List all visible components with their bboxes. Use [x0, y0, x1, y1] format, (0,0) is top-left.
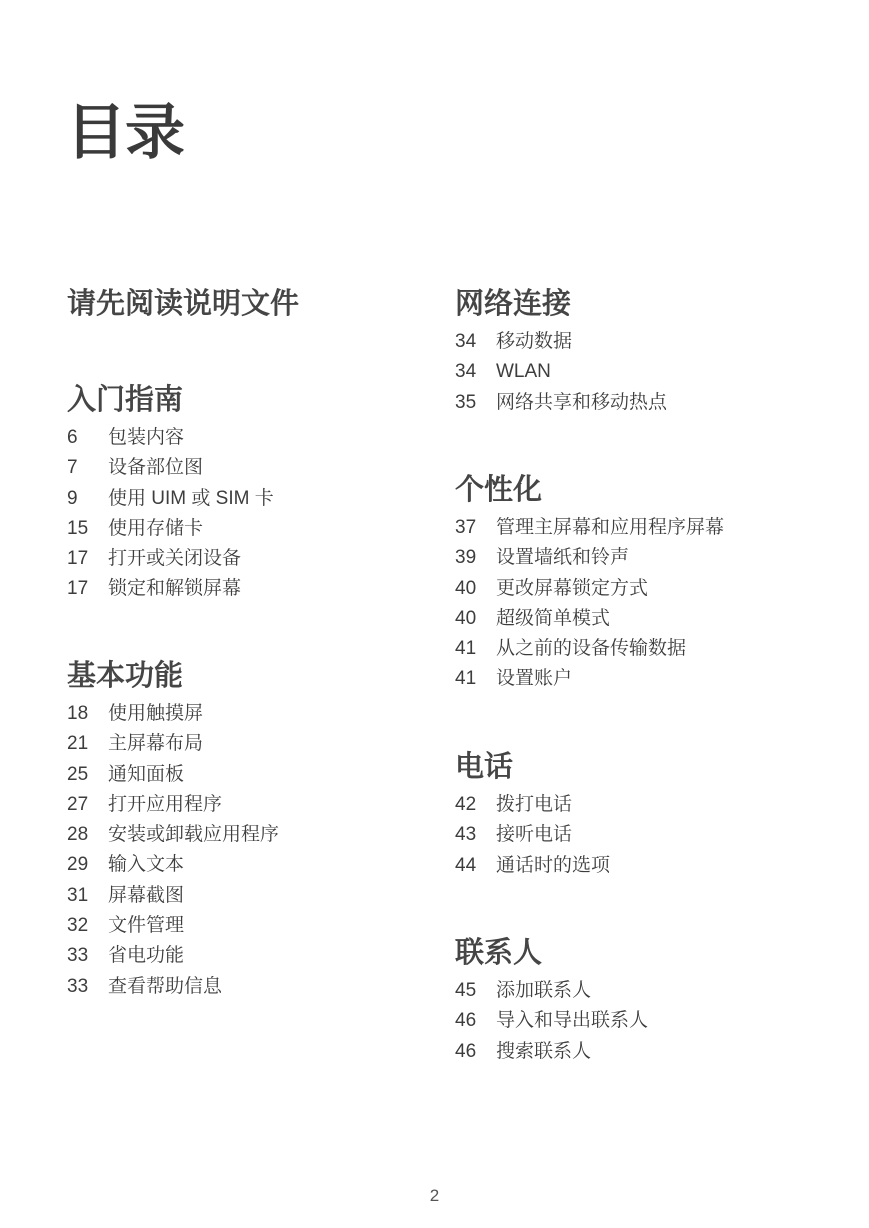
entry-page-number: 21: [67, 733, 89, 755]
entry-page-number: 9: [67, 487, 78, 509]
entry-title: 通话时的选项: [496, 854, 611, 876]
entry-page-number: 37: [455, 517, 477, 538]
entry-title: 拨打电话: [496, 794, 573, 815]
toc-entry[interactable]: [67, 423, 447, 453]
entry-page-number: 46: [455, 1010, 477, 1032]
entry-title: 搜索联系人: [496, 1040, 592, 1062]
entry-title: 安装或卸载应用程序: [108, 824, 280, 846]
toc-entry-list: [67, 699, 447, 1002]
entry-page-number: 17: [67, 548, 89, 570]
toc-section-phone: [455, 749, 835, 881]
toc-entry[interactable]: [67, 729, 447, 759]
toc-entry[interactable]: [67, 881, 447, 911]
toc-entry[interactable]: [455, 604, 835, 634]
entry-title: 设置账户: [496, 668, 573, 690]
entry-page-number: 35: [455, 391, 477, 413]
entry-page-number: 18: [67, 703, 89, 724]
entry-page-number: 34: [455, 361, 477, 383]
toc-entry[interactable]: [67, 941, 447, 971]
toc-entry[interactable]: [455, 543, 835, 573]
section-heading: 个性化: [455, 474, 543, 506]
toc-entry-list: [455, 790, 835, 881]
toc-entry[interactable]: [455, 327, 835, 357]
entry-title: 导入和导出联系人: [496, 1010, 649, 1032]
entry-page-number: 17: [67, 578, 89, 600]
entry-page-number: 31: [67, 884, 89, 906]
toc-entry[interactable]: [455, 790, 835, 820]
entry-page-number: 45: [455, 980, 477, 1001]
entry-page-number: 39: [455, 547, 477, 569]
toc-entry[interactable]: [455, 1037, 835, 1067]
toc-entry[interactable]: [67, 484, 447, 514]
toc-entry[interactable]: [455, 1006, 835, 1036]
entry-title: 屏幕截图: [108, 884, 185, 906]
entry-title: 包装内容: [108, 427, 185, 448]
toc-entry-list: [455, 513, 835, 695]
entry-title: 更改屏幕锁定方式: [496, 577, 649, 599]
entry-page-number: 40: [455, 577, 477, 599]
toc-entry[interactable]: [67, 760, 447, 790]
toc-entry-list: [67, 423, 447, 605]
entry-title: 移动数据: [496, 331, 573, 352]
toc-entry-list: [455, 976, 835, 1067]
entry-title: 接听电话: [496, 824, 573, 846]
entry-title: 添加联系人: [496, 980, 592, 1001]
toc-entry-list: [455, 327, 835, 418]
entry-page-number: 41: [455, 668, 477, 690]
toc-entry[interactable]: [67, 850, 447, 880]
toc-section-getting-started: [67, 382, 447, 605]
toc-entry[interactable]: [67, 699, 447, 729]
toc-entry[interactable]: [455, 357, 835, 387]
section-heading: 电话: [455, 751, 514, 783]
toc-entry[interactable]: [455, 634, 835, 664]
toc-entry[interactable]: [455, 574, 835, 604]
page-title: 目录: [66, 99, 184, 166]
toc-entry[interactable]: [455, 976, 835, 1006]
toc-entry[interactable]: [67, 820, 447, 850]
entry-title: 管理主屏幕和应用程序屏幕: [496, 517, 725, 538]
entry-title: WLAN: [496, 361, 551, 383]
toc-entry[interactable]: [67, 790, 447, 820]
toc-entry[interactable]: [67, 972, 447, 1002]
toc-section-personalization: [455, 472, 835, 695]
entry-title: 省电功能: [108, 945, 185, 967]
toc-section-read-first: [67, 286, 447, 322]
entry-title: 文件管理: [108, 915, 185, 937]
entry-title: 打开应用程序: [108, 793, 223, 815]
entry-page-number: 29: [67, 854, 89, 876]
entry-title: 网络共享和移动热点: [496, 391, 668, 413]
toc-section-basic-functions: [67, 658, 447, 1002]
entry-page-number: 34: [455, 331, 477, 352]
entry-title: 查看帮助信息: [108, 975, 223, 997]
section-heading: 请先阅读说明文件: [67, 288, 300, 320]
entry-title: 输入文本: [108, 854, 185, 876]
toc-entry[interactable]: [455, 388, 835, 418]
section-heading: 联系人: [455, 937, 543, 969]
toc-entry[interactable]: [67, 544, 447, 574]
toc-entry[interactable]: [455, 664, 835, 694]
entry-title: 打开或关闭设备: [108, 548, 242, 570]
entry-page-number: 41: [455, 638, 477, 660]
section-heading: 网络连接: [455, 288, 572, 320]
toc-section-contacts: [455, 935, 835, 1067]
entry-page-number: 28: [67, 824, 89, 846]
entry-title: 锁定和解锁屏幕: [108, 578, 242, 600]
entry-page-number: 7: [67, 457, 78, 479]
toc-section-network: [455, 286, 835, 418]
entry-page-number: 33: [67, 945, 89, 967]
entry-page-number: 40: [455, 607, 477, 629]
toc-entry[interactable]: [67, 911, 447, 941]
entry-title: 使用触摸屏: [108, 703, 204, 724]
entry-page-number: 43: [455, 824, 477, 846]
entry-page-number: 33: [67, 975, 89, 997]
toc-entry[interactable]: [67, 453, 447, 483]
entry-title: 超级简单模式: [496, 607, 611, 629]
toc-entry[interactable]: [67, 574, 447, 604]
section-heading: 入门指南: [67, 384, 184, 416]
entry-page-number: 6: [67, 427, 78, 448]
entry-title: 设备部位图: [108, 457, 204, 479]
entry-page-number: 25: [67, 763, 89, 785]
entry-title: 通知面板: [108, 763, 185, 785]
entry-page-number: 44: [455, 854, 477, 876]
page-number: 2: [429, 1186, 440, 1205]
entry-page-number: 27: [67, 793, 89, 815]
section-heading: 基本功能: [67, 660, 184, 692]
toc-entry[interactable]: [455, 820, 835, 850]
toc-entry[interactable]: [455, 851, 835, 881]
entry-title: 设置墙纸和铃声: [496, 547, 630, 569]
entry-title: 使用存储卡: [108, 517, 204, 539]
entry-title: 主屏幕布局: [108, 733, 204, 755]
entry-page-number: 32: [67, 915, 89, 937]
entry-title: 从之前的设备传输数据: [496, 638, 687, 660]
toc-entry[interactable]: [67, 514, 447, 544]
entry-title: 使用 UIM 或 SIM 卡: [108, 487, 274, 509]
entry-page-number: 42: [455, 794, 477, 815]
toc-entry[interactable]: [455, 513, 835, 543]
entry-page-number: 46: [455, 1040, 477, 1062]
entry-page-number: 15: [67, 517, 89, 539]
